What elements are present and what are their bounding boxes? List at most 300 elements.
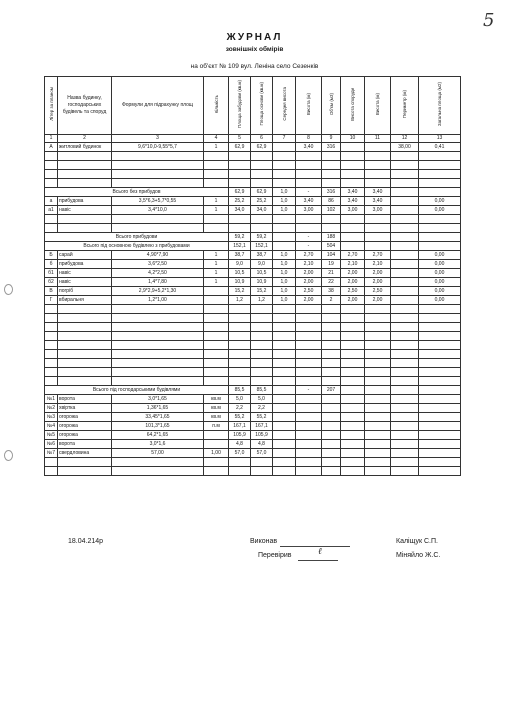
table-cell bbox=[365, 341, 391, 350]
table-cell: 33,45*1,65 bbox=[112, 413, 204, 422]
table-cell bbox=[204, 332, 229, 341]
total-label: Всього під основною будівлею з прибудовами bbox=[45, 242, 229, 251]
table-cell bbox=[229, 224, 251, 233]
table-cell bbox=[112, 332, 204, 341]
table-cell bbox=[58, 458, 112, 467]
table-cell: 3,00 bbox=[296, 206, 322, 215]
table-cell: 0,00 bbox=[419, 197, 461, 206]
table-cell bbox=[204, 440, 229, 449]
table-cell: 2,2 bbox=[251, 404, 273, 413]
table-cell bbox=[391, 395, 419, 404]
table-cell bbox=[341, 449, 365, 458]
table-cell bbox=[112, 467, 204, 476]
table-cell bbox=[322, 341, 341, 350]
table-cell bbox=[273, 341, 296, 350]
table-row bbox=[45, 440, 461, 449]
table-cell bbox=[273, 143, 296, 152]
header-cell: Назва будинку, господарських будівель та споруд bbox=[58, 77, 112, 135]
table-cell bbox=[296, 440, 322, 449]
table-cell bbox=[419, 395, 461, 404]
table-cell bbox=[296, 332, 322, 341]
table-cell bbox=[341, 161, 365, 170]
table-cell bbox=[391, 287, 419, 296]
table-cell bbox=[391, 350, 419, 359]
table-cell bbox=[391, 242, 419, 251]
table-cell bbox=[229, 179, 251, 188]
table-cell: №3 bbox=[45, 413, 58, 422]
table-cell bbox=[341, 224, 365, 233]
table-row bbox=[45, 350, 461, 359]
table-cell: 9,6*10,0-9,55*5,7 bbox=[112, 143, 204, 152]
table-cell bbox=[391, 197, 419, 206]
table-row bbox=[45, 278, 461, 287]
table-cell: 2,00 bbox=[341, 296, 365, 305]
table-cell bbox=[45, 359, 58, 368]
table-cell bbox=[365, 350, 391, 359]
table-cell: 1 bbox=[204, 197, 229, 206]
table-row bbox=[45, 224, 461, 233]
table-cell bbox=[419, 377, 461, 386]
table-cell: 5,0 bbox=[229, 395, 251, 404]
table-cell bbox=[112, 359, 204, 368]
table-cell: житловий будинок bbox=[58, 143, 112, 152]
table-cell bbox=[273, 458, 296, 467]
table-cell bbox=[391, 341, 419, 350]
table-cell: 55,2 bbox=[251, 413, 273, 422]
table-cell bbox=[58, 179, 112, 188]
header-cell: Кількість bbox=[204, 77, 229, 135]
table-cell: 9,0 bbox=[229, 260, 251, 269]
table-cell bbox=[251, 305, 273, 314]
header-cell: Висота (м) bbox=[365, 77, 391, 135]
table-cell bbox=[341, 323, 365, 332]
table-cell bbox=[322, 350, 341, 359]
table-cell bbox=[419, 467, 461, 476]
table-cell bbox=[296, 341, 322, 350]
table-cell bbox=[341, 404, 365, 413]
table-cell: 2,00 bbox=[341, 269, 365, 278]
table-cell bbox=[391, 179, 419, 188]
table-cell: Б bbox=[45, 251, 58, 260]
table-row bbox=[45, 206, 461, 215]
table-cell: А bbox=[45, 143, 58, 152]
total-row bbox=[45, 386, 461, 395]
table-cell: навіс bbox=[58, 278, 112, 287]
table-cell bbox=[322, 449, 341, 458]
table-cell bbox=[419, 188, 461, 197]
table-cell: 0,00 bbox=[419, 260, 461, 269]
table-cell bbox=[273, 404, 296, 413]
table-cell bbox=[391, 404, 419, 413]
table-cell bbox=[322, 422, 341, 431]
table-cell bbox=[322, 395, 341, 404]
table-cell: 2,00 bbox=[296, 296, 322, 305]
table-cell bbox=[391, 332, 419, 341]
table-cell: 10,9 bbox=[251, 278, 273, 287]
table-cell bbox=[419, 359, 461, 368]
table-cell bbox=[204, 224, 229, 233]
table-cell bbox=[229, 305, 251, 314]
table-cell bbox=[273, 215, 296, 224]
table-cell bbox=[391, 449, 419, 458]
table-cell bbox=[365, 404, 391, 413]
table-cell bbox=[365, 305, 391, 314]
table-cell bbox=[58, 332, 112, 341]
table-cell bbox=[341, 341, 365, 350]
table-cell bbox=[341, 422, 365, 431]
table-cell bbox=[204, 377, 229, 386]
table-cell bbox=[251, 152, 273, 161]
table-cell bbox=[341, 350, 365, 359]
table-row bbox=[45, 314, 461, 323]
table-cell bbox=[296, 170, 322, 179]
table-cell: 3,40 bbox=[365, 197, 391, 206]
table-cell bbox=[45, 467, 58, 476]
table-cell bbox=[204, 359, 229, 368]
table-cell bbox=[273, 386, 296, 395]
table-cell bbox=[58, 350, 112, 359]
table-cell bbox=[419, 431, 461, 440]
table-cell bbox=[273, 314, 296, 323]
table-cell bbox=[204, 323, 229, 332]
table-cell bbox=[419, 449, 461, 458]
table-cell bbox=[341, 413, 365, 422]
table-cell bbox=[251, 179, 273, 188]
table-cell bbox=[112, 458, 204, 467]
table-cell bbox=[391, 323, 419, 332]
table-cell bbox=[419, 233, 461, 242]
table-cell bbox=[296, 413, 322, 422]
table-cell bbox=[251, 377, 273, 386]
table-cell bbox=[273, 161, 296, 170]
table-cell bbox=[229, 314, 251, 323]
table-cell bbox=[296, 467, 322, 476]
table-cell bbox=[365, 458, 391, 467]
table-cell: 101,3*1,65 bbox=[112, 422, 204, 431]
table-cell: 2,9*2,9+5,2*1,30 bbox=[112, 287, 204, 296]
table-cell bbox=[341, 431, 365, 440]
table-cell bbox=[322, 368, 341, 377]
table-cell bbox=[58, 377, 112, 386]
table-cell bbox=[341, 386, 365, 395]
table-cell bbox=[322, 332, 341, 341]
table-cell: 2 bbox=[322, 296, 341, 305]
table-cell bbox=[419, 386, 461, 395]
table-cell: огорожа bbox=[58, 413, 112, 422]
table-cell bbox=[251, 314, 273, 323]
table-cell bbox=[251, 323, 273, 332]
table-cell bbox=[204, 431, 229, 440]
table-cell: 59,2 bbox=[229, 233, 251, 242]
table-cell: 2,70 bbox=[296, 251, 322, 260]
table-cell bbox=[251, 332, 273, 341]
table-cell: 34,0 bbox=[251, 206, 273, 215]
table-cell bbox=[419, 152, 461, 161]
table-cell bbox=[391, 224, 419, 233]
table-cell bbox=[296, 404, 322, 413]
table-cell: вбиральня bbox=[58, 296, 112, 305]
table-cell: 105,9 bbox=[229, 431, 251, 440]
table-cell bbox=[229, 341, 251, 350]
table-cell: 0,00 bbox=[419, 287, 461, 296]
table-cell: 85,5 bbox=[251, 386, 273, 395]
table-cell bbox=[391, 152, 419, 161]
table-cell bbox=[229, 458, 251, 467]
table-cell: 57,00 bbox=[112, 449, 204, 458]
table-cell: 1,00 bbox=[204, 449, 229, 458]
table-cell: 59,2 bbox=[251, 233, 273, 242]
table-cell bbox=[229, 323, 251, 332]
column-number: 5 bbox=[229, 135, 251, 143]
table-row bbox=[45, 377, 461, 386]
table-cell bbox=[112, 341, 204, 350]
page-number: 5 bbox=[483, 10, 495, 31]
table-cell bbox=[419, 314, 461, 323]
table-cell bbox=[273, 323, 296, 332]
table-cell bbox=[273, 377, 296, 386]
table-cell: 3,00 bbox=[341, 206, 365, 215]
table-cell bbox=[273, 359, 296, 368]
table-cell bbox=[391, 377, 419, 386]
table-cell bbox=[419, 332, 461, 341]
table-cell bbox=[273, 350, 296, 359]
table-cell bbox=[251, 467, 273, 476]
header-cell: Літер за планом bbox=[45, 77, 58, 135]
header-cell: Формули для підрахунку площ bbox=[112, 77, 204, 135]
table-cell bbox=[296, 215, 322, 224]
total-label: Всього під господарськими будівлями bbox=[45, 386, 229, 395]
table-cell bbox=[112, 224, 204, 233]
table-cell bbox=[341, 368, 365, 377]
table-cell bbox=[296, 395, 322, 404]
table-cell: 1,4*7,80 bbox=[112, 278, 204, 287]
table-cell: кв.м bbox=[204, 395, 229, 404]
column-number: 2 bbox=[58, 135, 112, 143]
table-cell bbox=[391, 431, 419, 440]
table-row bbox=[45, 368, 461, 377]
table-cell bbox=[251, 224, 273, 233]
table-cell bbox=[296, 152, 322, 161]
table-cell bbox=[322, 467, 341, 476]
table-row bbox=[45, 323, 461, 332]
table-cell bbox=[391, 422, 419, 431]
column-number: 12 bbox=[391, 135, 419, 143]
table-cell bbox=[341, 170, 365, 179]
table-cell: - bbox=[296, 233, 322, 242]
table-cell bbox=[391, 296, 419, 305]
table-cell bbox=[419, 404, 461, 413]
table-cell: 1,2 bbox=[251, 296, 273, 305]
table-cell: 1 bbox=[204, 251, 229, 260]
table-cell: В bbox=[45, 287, 58, 296]
table-row bbox=[45, 251, 461, 260]
column-number-row bbox=[45, 135, 461, 143]
table-cell bbox=[322, 404, 341, 413]
table-cell bbox=[419, 179, 461, 188]
table-cell bbox=[45, 341, 58, 350]
table-cell bbox=[322, 314, 341, 323]
table-cell bbox=[58, 305, 112, 314]
table-cell bbox=[204, 170, 229, 179]
table-cell: 38,7 bbox=[251, 251, 273, 260]
table-cell bbox=[419, 440, 461, 449]
column-number: 13 bbox=[419, 135, 461, 143]
table-cell bbox=[251, 341, 273, 350]
table-cell bbox=[45, 215, 58, 224]
table-cell bbox=[419, 224, 461, 233]
table-cell bbox=[273, 179, 296, 188]
table-cell: 1 bbox=[204, 260, 229, 269]
table-cell: 25,2 bbox=[251, 197, 273, 206]
table-cell bbox=[391, 467, 419, 476]
table-cell bbox=[365, 449, 391, 458]
table-cell bbox=[341, 395, 365, 404]
table-cell bbox=[112, 170, 204, 179]
checked-label: Перевірив bbox=[258, 552, 292, 559]
table-cell: 104 bbox=[322, 251, 341, 260]
table-cell: №2 bbox=[45, 404, 58, 413]
table-cell: 1,0 bbox=[273, 296, 296, 305]
table-cell bbox=[273, 449, 296, 458]
header-cell: Висота (м) bbox=[296, 77, 322, 135]
table-cell bbox=[273, 332, 296, 341]
handwritten-signature: ℓ bbox=[318, 547, 322, 557]
table-cell bbox=[58, 152, 112, 161]
table-cell: погріб bbox=[58, 287, 112, 296]
header-cell: Площа основи (кв.м) bbox=[251, 77, 273, 135]
table-cell: 2,10 bbox=[341, 260, 365, 269]
table-cell bbox=[112, 350, 204, 359]
table-cell bbox=[419, 305, 461, 314]
table-cell: ворота bbox=[58, 395, 112, 404]
table-cell: 4,2*2,50 bbox=[112, 269, 204, 278]
table-cell bbox=[296, 314, 322, 323]
table-cell bbox=[45, 305, 58, 314]
table-cell: 55,2 bbox=[229, 413, 251, 422]
column-number: 7 bbox=[273, 135, 296, 143]
table-cell: 10,9 bbox=[229, 278, 251, 287]
table-cell bbox=[273, 242, 296, 251]
table-cell bbox=[322, 431, 341, 440]
table-cell bbox=[45, 350, 58, 359]
table-cell: 3,40 bbox=[365, 188, 391, 197]
table-cell: 105,9 bbox=[251, 431, 273, 440]
column-number: 9 bbox=[322, 135, 341, 143]
table-cell: 2,50 bbox=[341, 287, 365, 296]
table-cell bbox=[204, 287, 229, 296]
table-cell: - bbox=[296, 386, 322, 395]
table-cell bbox=[204, 341, 229, 350]
table-cell bbox=[391, 215, 419, 224]
journal-subtitle: зовнішніх обмірів bbox=[225, 46, 284, 53]
table-cell bbox=[365, 215, 391, 224]
table-cell bbox=[296, 431, 322, 440]
table-cell bbox=[365, 368, 391, 377]
table-cell bbox=[296, 449, 322, 458]
table-cell bbox=[322, 179, 341, 188]
table-cell bbox=[365, 242, 391, 251]
table-cell: навіс bbox=[58, 269, 112, 278]
table-cell: б1 bbox=[45, 269, 58, 278]
table-cell bbox=[391, 458, 419, 467]
table-cell bbox=[419, 413, 461, 422]
table-cell: прибудова bbox=[58, 197, 112, 206]
table-cell: 3,5*6,3+5,7*0,55 bbox=[112, 197, 204, 206]
table-row bbox=[45, 431, 461, 440]
table-cell: 62,9 bbox=[251, 188, 273, 197]
table-cell: 1,0 bbox=[273, 188, 296, 197]
table-cell bbox=[45, 152, 58, 161]
table-cell: 2,00 bbox=[341, 278, 365, 287]
table-cell bbox=[322, 359, 341, 368]
table-cell: 3,0*1,6 bbox=[112, 440, 204, 449]
table-cell bbox=[229, 170, 251, 179]
table-cell: 188 bbox=[322, 233, 341, 242]
table-cell bbox=[365, 359, 391, 368]
table-row bbox=[45, 179, 461, 188]
table-cell: 62,9 bbox=[229, 188, 251, 197]
table-cell bbox=[251, 368, 273, 377]
table-cell bbox=[229, 215, 251, 224]
table-row bbox=[45, 170, 461, 179]
total-label: Всього без прибудов bbox=[45, 188, 229, 197]
table-cell bbox=[365, 332, 391, 341]
table-cell bbox=[365, 440, 391, 449]
table-cell bbox=[251, 170, 273, 179]
table-cell bbox=[391, 314, 419, 323]
table-cell: 1,0 bbox=[273, 197, 296, 206]
table-cell bbox=[58, 170, 112, 179]
table-cell: 2,00 bbox=[365, 269, 391, 278]
table-cell bbox=[45, 179, 58, 188]
table-cell: 102 bbox=[322, 206, 341, 215]
table-row bbox=[45, 395, 461, 404]
table-cell bbox=[322, 458, 341, 467]
table-cell bbox=[112, 215, 204, 224]
table-cell: 2,00 bbox=[296, 269, 322, 278]
table-cell: 1 bbox=[204, 143, 229, 152]
table-cell bbox=[391, 161, 419, 170]
table-cell: ворота bbox=[58, 440, 112, 449]
table-cell bbox=[58, 314, 112, 323]
table-cell: 10,5 bbox=[229, 269, 251, 278]
table-cell bbox=[419, 422, 461, 431]
table-cell bbox=[365, 152, 391, 161]
table-row bbox=[45, 197, 461, 206]
table-cell: 2,70 bbox=[341, 251, 365, 260]
table-cell bbox=[341, 377, 365, 386]
table-cell: 2,2 bbox=[229, 404, 251, 413]
table-cell bbox=[204, 467, 229, 476]
table-cell: 3,0*1,65 bbox=[112, 395, 204, 404]
table-cell: 167,1 bbox=[229, 422, 251, 431]
table-cell bbox=[391, 269, 419, 278]
table-cell bbox=[391, 278, 419, 287]
table-cell: №4 bbox=[45, 422, 58, 431]
table-cell bbox=[419, 170, 461, 179]
table-cell: 316 bbox=[322, 188, 341, 197]
table-cell: 25,2 bbox=[229, 197, 251, 206]
table-cell bbox=[391, 386, 419, 395]
table-cell bbox=[112, 323, 204, 332]
column-number: 10 bbox=[341, 135, 365, 143]
punch-hole-icon bbox=[4, 450, 13, 461]
table-cell bbox=[229, 332, 251, 341]
table-row bbox=[45, 341, 461, 350]
column-number: 1 bbox=[45, 135, 58, 143]
table-cell bbox=[391, 188, 419, 197]
object-address: на об'єкт № 109 вул. Леніна село Сезенків bbox=[190, 63, 319, 70]
